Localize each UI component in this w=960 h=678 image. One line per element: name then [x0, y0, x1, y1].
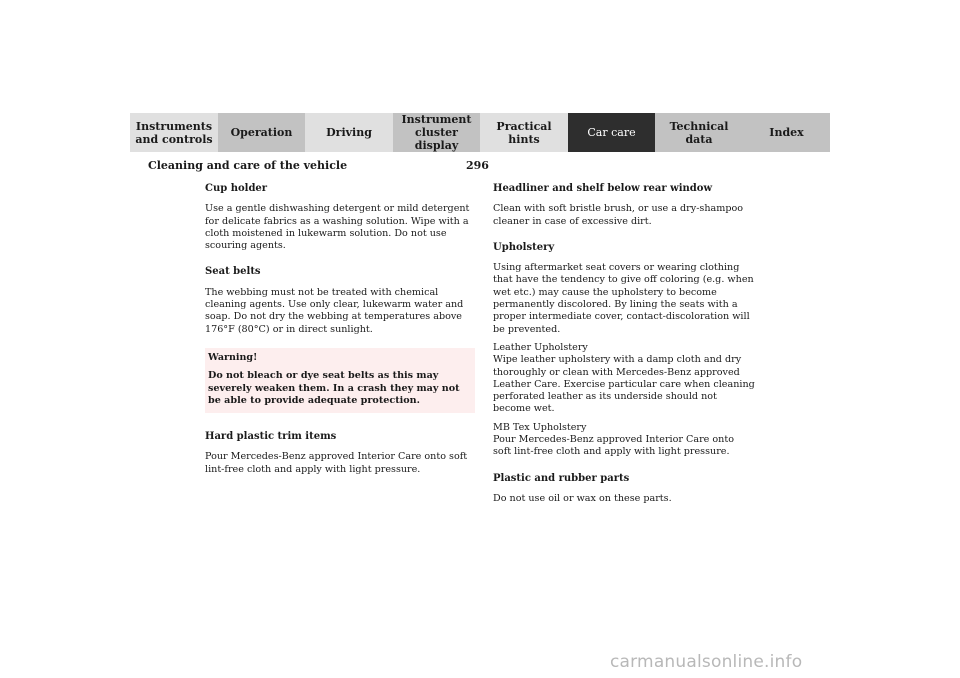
cup-holder-text: Use a gentle dishwashing detergent or mild detergent for delicate fabrics as a washing solution. Wipe with a cloth moistened in lukewarm solution. Do not use scouring agents. — [205, 203, 470, 252]
tab-driving[interactable] — [305, 113, 393, 152]
plastic-rubber-section — [493, 473, 755, 506]
left-column — [205, 183, 475, 490]
tab-label: Operation — [230, 126, 293, 139]
leather-upholstery-title: Leather Upholstery — [493, 341, 588, 353]
seat-belts-text: The webbing must not be treated with chemical cleaning agents. Use only clear, lukewarm water and soap. Do not dry the webbing at temperatures above 176°F (80°C) or in direct sunlight. — [205, 286, 464, 335]
plastic-rubber-heading: Plastic and rubber parts — [493, 472, 630, 484]
headliner-text: Clean with soft bristle brush, or use a dry-shampoo cleaner in case of excessive dirt. — [493, 203, 744, 227]
upholstery-text: Using aftermarket seat covers or wearing clothing that have the tendency to give off coloring (e.g. when wet etc.) may cause the upholstery to become permanently discolored. By lining the seats with a proper intermediate cover, contact-discoloration will be prevented. — [493, 262, 754, 335]
plastic-rubber-text: Do not use oil or wax on these parts. — [493, 492, 672, 504]
tab-car-care[interactable] — [568, 113, 655, 152]
page-number: 296 — [466, 159, 489, 172]
tab-label: Instruments and controls — [135, 119, 213, 146]
hard-plastic-text: Pour Mercedes-Benz approved Interior Care onto soft lint-free cloth and apply with light pressure. — [205, 451, 468, 475]
chapter-navigation — [130, 113, 830, 152]
tab-label: Technical data — [669, 119, 729, 146]
cup-holder-heading: Cup holder — [205, 183, 268, 194]
leather-upholstery-text: Wipe leather upholstery with a damp cloth and dry thoroughly or clean with Mercedes-Benz approved Leather Care. Exercise particular care when cleaning perforated leather as its underside should not become wet. — [493, 354, 755, 415]
tab-label: Practical hints — [496, 119, 552, 146]
headliner-heading: Headliner and shelf below rear window — [493, 183, 713, 194]
tab-label: Driving — [326, 126, 372, 139]
warning-text: Do not bleach or dye seat belts as this may severely weaken them. In a crash they may not be able to provide adequate protection. — [208, 370, 460, 406]
section-title: Cleaning and care of the vehicle — [148, 159, 348, 172]
watermark: carmanualsonline.info — [610, 652, 803, 672]
warning-label: Warning! — [208, 351, 258, 363]
hard-plastic-section — [205, 431, 475, 476]
tab-label: Car care — [587, 126, 636, 139]
tab-operation[interactable] — [218, 113, 305, 152]
tab-practical-hints[interactable] — [480, 113, 568, 152]
mbtex-upholstery-text: Pour Mercedes-Benz approved Interior Care onto soft lint-free cloth and apply with light pressure. — [493, 434, 734, 458]
tab-label: Instrument cluster display — [401, 113, 472, 152]
right-column — [493, 183, 755, 519]
upholstery-heading: Upholstery — [493, 241, 555, 253]
tab-instruments-and-controls[interactable] — [130, 113, 218, 152]
upholstery-section — [493, 242, 755, 459]
seat-belts-heading: Seat belts — [205, 266, 261, 278]
headliner-section — [493, 183, 755, 228]
tab-index[interactable] — [743, 113, 830, 152]
hard-plastic-heading: Hard plastic trim items — [205, 431, 337, 443]
tab-label: Index — [769, 126, 804, 139]
warning-box — [205, 348, 475, 413]
tab-technical-data[interactable] — [655, 113, 743, 152]
tab-instrument-cluster-display[interactable] — [393, 113, 480, 152]
cup-holder-section — [205, 183, 475, 252]
seat-belts-section — [205, 266, 475, 335]
mbtex-upholstery-title: MB Tex Upholstery — [493, 421, 587, 433]
